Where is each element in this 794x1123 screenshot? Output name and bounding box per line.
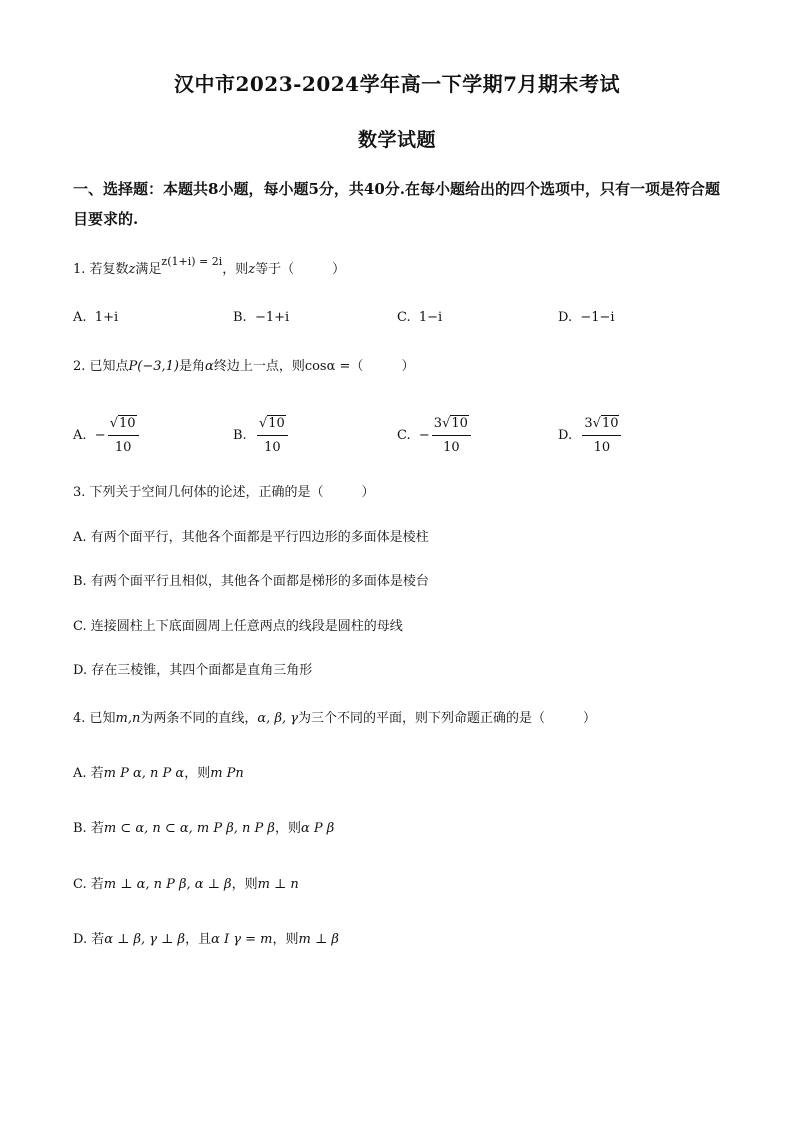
q3-option-c: C. 连接圆柱上下底面圆周上任意两点的线段是圆柱的母线	[73, 619, 403, 634]
q2-point: P(−3,1)	[128, 359, 180, 374]
fraction: $\frac{√10}{10}$	[257, 414, 288, 458]
q2-alpha: α	[205, 359, 214, 374]
q3-option-b: B. 有两个面平行且相似，其他各个面都是梯形的多面体是棱台	[73, 574, 429, 589]
q1-var: z	[128, 262, 136, 277]
q2-option-c: C. − $\frac{3√10}{10}$	[397, 414, 471, 458]
q1-option-d: D. −1−i	[558, 310, 615, 325]
q4-option-a: A. 若m P α, n P α，则m Pn	[73, 766, 244, 781]
q2-option-a: A. − $\frac{√10}{10}$	[73, 414, 139, 458]
q3-option-d: D. 存在三棱锥，其四个面都是直角三角形	[73, 663, 313, 678]
q1-option-a: A. 1+i	[73, 310, 119, 325]
q4-option-b: B. 若m ⊂ α, n ⊂ α, m P β, n P β，则α P β	[73, 821, 335, 836]
q1-prefix: 1. 若复数	[73, 262, 129, 277]
question-3: 3. 下列关于空间几何体的论述，正确的是（ ）	[73, 485, 375, 500]
section-heading: 一、选择题：本题共8小题，每小题5分，共40分.在每小题给出的四个选项中，只有一项是符合题目要求的.	[73, 180, 720, 228]
fraction: $\frac{3√10}{10}$	[432, 414, 471, 458]
exam-subtitle: 数学试题	[357, 129, 436, 151]
q2-cos: cosα =	[304, 359, 351, 374]
question-2: 2. 已知点P(−3,1)是角α终边上一点，则cosα =（ ）	[73, 359, 415, 374]
q1-option-b: B. −1+i	[233, 310, 290, 325]
q1-var2: z	[248, 262, 256, 277]
q1-close: ）	[332, 262, 346, 277]
q3-option-a: A. 有两个面平行，其他各个面都是平行四边形的多面体是棱柱	[73, 530, 429, 545]
q1-suffix: 等于（	[255, 262, 295, 277]
fraction: $\frac{√10}{10}$	[108, 414, 139, 458]
question-4: 4. 已知m,n为两条不同的直线，α, β, γ为三个不同的平面，则下列命题正确的是（ ）	[73, 711, 597, 726]
q1-expr: z(1+i) = 2i	[161, 255, 223, 268]
fraction: $\frac{3√10}{10}$	[582, 414, 621, 458]
exam-title: 汉中市2023-2024学年高一下学期7月期末考试	[173, 72, 621, 96]
q1-mid: 满足	[135, 262, 162, 277]
q4-option-d: D. 若α ⊥ β, γ ⊥ β，且α I γ = m，则m ⊥ β	[73, 932, 339, 947]
q1-mid2: ，则	[222, 262, 249, 277]
question-1	[73, 255, 346, 280]
q1-option-c: C. 1−i	[397, 310, 443, 325]
q4-option-c: C. 若m ⊥ α, n P β, α ⊥ β，则m ⊥ n	[73, 877, 299, 892]
q2-option-b: B. $\frac{√10}{10}$	[233, 414, 288, 458]
q2-option-d: D. $\frac{3√10}{10}$	[558, 414, 621, 458]
